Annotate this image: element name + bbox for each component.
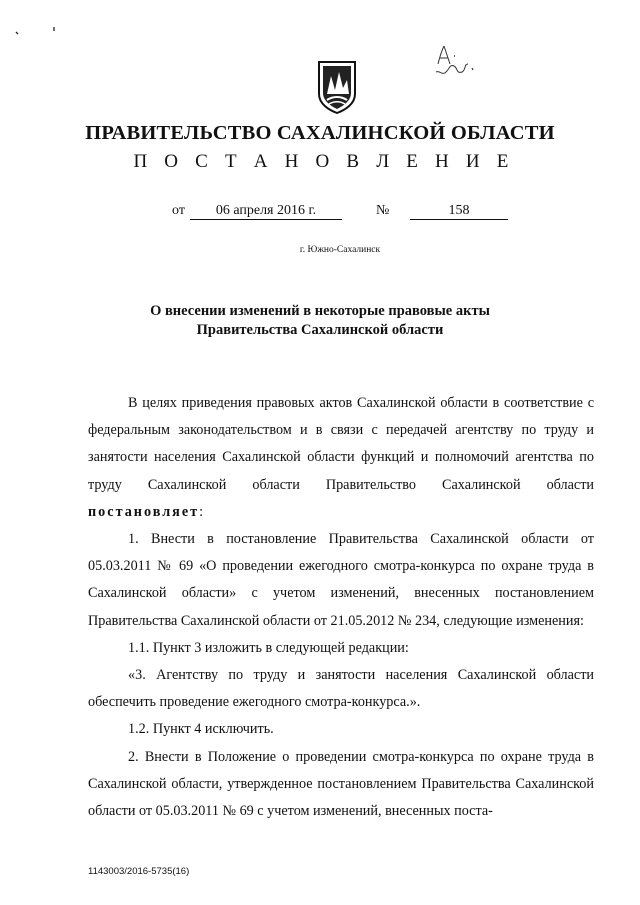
intro-paragraph <box>88 390 594 526</box>
number-field: 158 <box>410 203 508 220</box>
intro-text: В целях приведения правовых актов Сахалинской области в соответствие с федеральным законодательством и в связи с передачей агентству по труду и занятости населения Сахалинской области функций и полномочий агентства по труду Сахалинской области Правительство Сахалинской области <box>88 395 594 493</box>
paragraph-1-2: 1.2. Пункт 4 исключить. <box>128 721 274 738</box>
date-number-line <box>172 203 532 223</box>
city: г. Южно-Сахалинск <box>299 245 381 255</box>
handwritten-signature-icon <box>420 42 500 82</box>
number-prefix: № <box>376 203 390 218</box>
document-code: 1143003/2016-5735(16) <box>88 866 190 877</box>
document-type: П О С Т А Н О В Л Е Н И Е <box>133 151 515 172</box>
government-title: ПРАВИТЕЛЬСТВО САХАЛИНСКОЙ ОБЛАСТИ <box>85 122 555 144</box>
document-body <box>88 390 594 825</box>
paragraph-2: 2. Внести в Положение о проведении смотра-конкурса по охране труда в Сахалинской области, утвержденное постановлением Правительства Сахалинской области от 05.03.2011 № 69 с учетом изменений, внесенных поста- <box>88 748 594 820</box>
paragraph-1-1-quote: «3. Агентству по труду и занятости населения Сахалинской области обеспечить проведение ежегодного смотра-конкурса.». <box>88 667 594 711</box>
paragraph-1-1: 1.1. Пункт 3 изложить в следующей редакции: <box>128 639 409 656</box>
paragraph-1: 1. Внести в постановление Правительства Сахалинской области от 05.03.2011 № 69 «О проведении ежегодного смотра-конкурса по охране труда в Сахалинской области» с учетом изменений, внесенных постановлением Правительства Сахалинской области от 21.05.2012 № 234, следующие изменения: <box>88 531 594 629</box>
coat-of-arms-icon <box>315 60 359 114</box>
subject-heading <box>0 302 640 340</box>
date-prefix: от <box>172 203 185 218</box>
date-field: 06 апреля 2016 г. <box>190 203 342 220</box>
subject-line-2: Правительства Сахалинской области <box>196 322 444 338</box>
intro-end: : <box>199 503 204 520</box>
intro-emphasis: постановляет <box>88 503 200 520</box>
subject-line-1: О внесении изменений в некоторые правовые акты <box>150 303 490 319</box>
scan-marks <box>12 24 72 36</box>
handwritten-note <box>420 42 500 82</box>
